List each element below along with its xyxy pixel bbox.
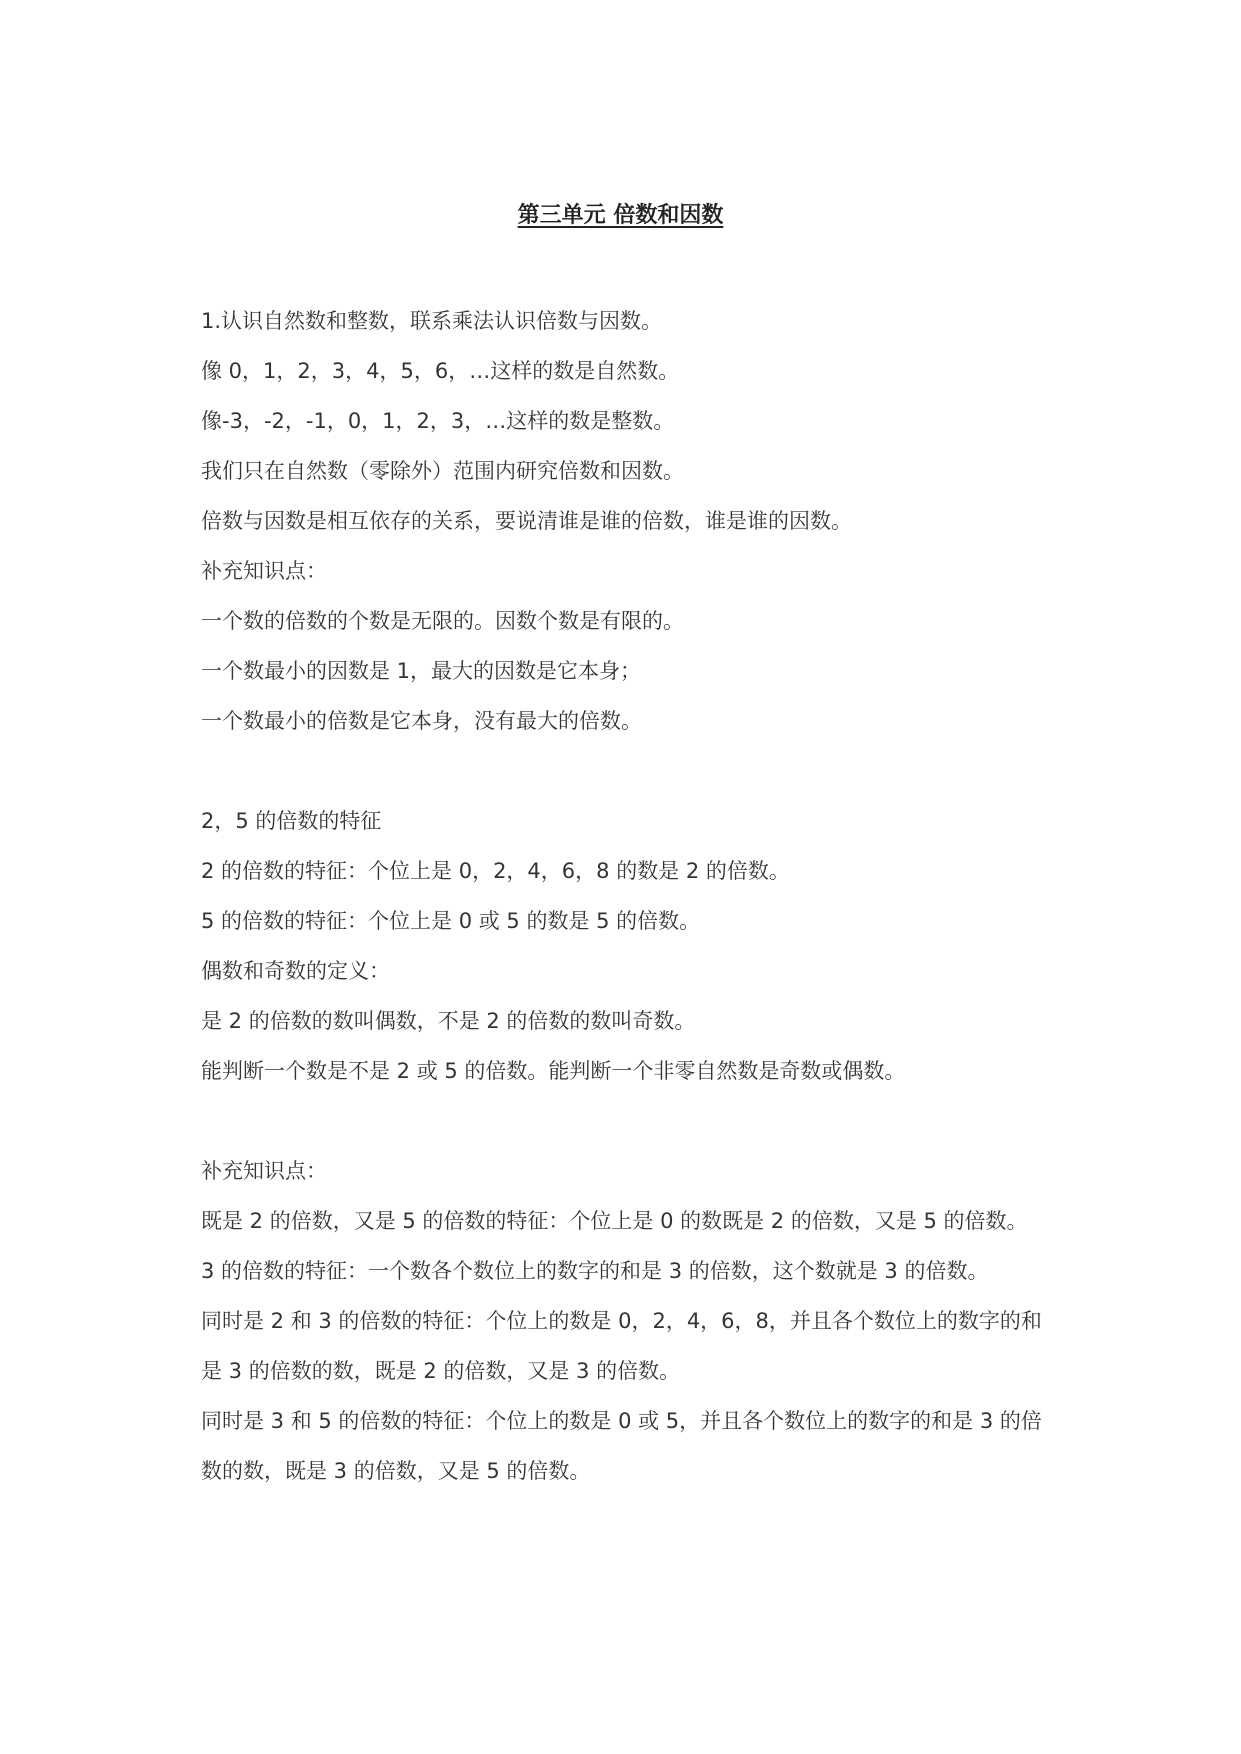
paragraph: 3 的倍数的特征：一个数各个数位上的数字的和是 3 的倍数，这个数就是 3 的倍数。 [201, 1259, 989, 1283]
paragraph: 是 2 的倍数的数叫偶数，不是 2 的倍数的数叫奇数。 [201, 1009, 696, 1033]
paragraph: 倍数与因数是相互依存的关系，要说清谁是谁的倍数，谁是谁的因数。 [201, 509, 852, 533]
paragraph: 同时是 3 和 5 的倍数的特征：个位上的数是 0 或 5，并且各个数位上的数字的和是 3 的倍数的数，既是 3 的倍数，又是 5 的倍数。 [201, 1409, 1042, 1483]
paragraph: 我们只在自然数（零除外）范围内研究倍数和因数。 [201, 459, 684, 483]
paragraph: 同时是 2 和 3 的倍数的特征：个位上的数是 0，2，4，6，8，并且各个数位上的数字的和是 3 的倍数的数，既是 2 的倍数，又是 3 的倍数。 [201, 1309, 1042, 1383]
paragraph: 2，5 的倍数的特征 [201, 809, 382, 833]
paragraph: 既是 2 的倍数，又是 5 的倍数的特征：个位上是 0 的数既是 2 的倍数，又是 5 的倍数。 [201, 1209, 1028, 1233]
blank-line [201, 746, 1046, 796]
document-body [201, 296, 1046, 1496]
paragraph: 2 的倍数的特征：个位上是 0，2，4，6，8 的数是 2 的倍数。 [201, 859, 790, 883]
paragraph: 5 的倍数的特征：个位上是 0 或 5 的数是 5 的倍数。 [201, 909, 701, 933]
paragraph: 一个数最小的倍数是它本身，没有最大的倍数。 [201, 709, 642, 733]
paragraph: 一个数的倍数的个数是无限的。因数个数是有限的。 [201, 609, 684, 633]
paragraph: 偶数和奇数的定义： [201, 959, 390, 983]
paragraph: 补充知识点： [201, 559, 327, 583]
paragraph: 1.认识自然数和整数，联系乘法认识倍数与因数。 [201, 309, 663, 333]
paragraph: 像 0，1，2，3，4，5，6，…这样的数是自然数。 [201, 359, 680, 383]
paragraph: 像-3，-2，-1，0，1，2，3，…这样的数是整数。 [201, 409, 675, 433]
paragraph: 补充知识点： [201, 1159, 327, 1183]
document-title: 第三单元 倍数和因数 [517, 203, 724, 228]
paragraph: 能判断一个数是不是 2 或 5 的倍数。能判断一个非零自然数是奇数或偶数。 [201, 1059, 906, 1083]
paragraph: 一个数最小的因数是 1，最大的因数是它本身； [201, 659, 642, 683]
blank-line [201, 1096, 1046, 1146]
